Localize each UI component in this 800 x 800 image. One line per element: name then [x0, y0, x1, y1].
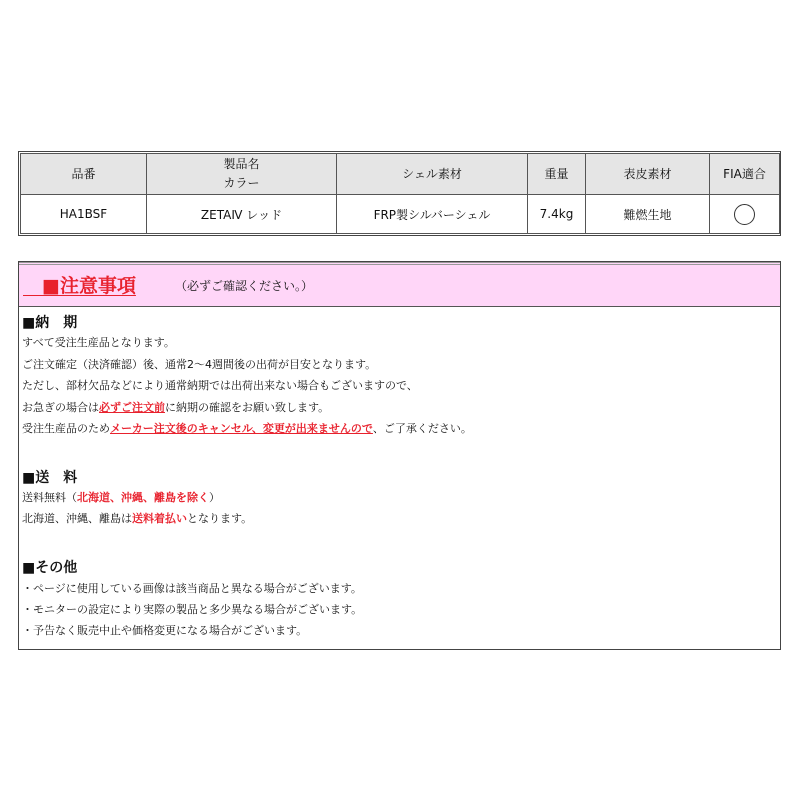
cell-fia [710, 195, 780, 234]
fia-circle-icon [734, 204, 755, 225]
other-line-3: ・予告なく販売中止や価格変更になる場合がございます。 [22, 624, 308, 637]
shipping-line-1-c: ） [209, 491, 220, 504]
spec-table-frame [18, 151, 781, 236]
shipping-line-2-c: となります。 [187, 512, 253, 525]
delivery-line-5-emphasis: メーカー注文後のキャンセル、変更が出来ませんので [110, 422, 373, 435]
cell-weight: 7.4kg [528, 195, 586, 234]
shipping-line-1 [22, 491, 220, 505]
delivery-line-3: ただし、部材欠品などにより通常納期では出荷出来ない場合もございますので、 [22, 379, 418, 392]
notes-subtitle: （必ずご確認ください。） [175, 279, 314, 293]
shipping-line-2-a: 北海道、沖縄、離島は [22, 512, 132, 525]
cell-surface: 難燃生地 [586, 195, 710, 234]
shipping-line-1-a: 送料無料（ [22, 491, 77, 504]
cell-shell: FRP製シルバーシェル [337, 195, 528, 234]
spec-table [20, 153, 780, 234]
delivery-line-2: ご注文確定（決済確認）後、通常2～4週間後の出荷が目安となります。 [22, 358, 377, 371]
shipping-line-1-emphasis: 北海道、沖縄、離島を除く [77, 491, 209, 504]
header-product-name-line2: カラー [223, 176, 260, 190]
spec-data-row [21, 195, 780, 234]
header-product-name [147, 154, 337, 195]
header-surface: 表皮素材 [586, 154, 710, 195]
delivery-line-4-a: お急ぎの場合は [22, 401, 99, 414]
notes-header [19, 262, 780, 307]
delivery-line-1: すべて受注生産品となります。 [22, 336, 175, 349]
shipping-line-2-emphasis: 送料着払い [132, 512, 187, 525]
header-part-no: 品番 [21, 154, 147, 195]
other-line-1: ・ページに使用している画像は該当商品と異なる場合がございます。 [22, 582, 362, 595]
cell-part-no: HA1BSF [21, 195, 147, 234]
header-weight: 重量 [528, 154, 586, 195]
header-shell: シェル素材 [337, 154, 528, 195]
other-line-2: ・モニターの設定により実際の製品と多少異なる場合がございます。 [22, 603, 363, 616]
shipping-title: ■送 料 [22, 470, 78, 486]
spec-header-row [21, 154, 780, 195]
cell-product-name: ZETAⅣ レッド [147, 195, 337, 234]
header-fia: FIA適合 [710, 154, 780, 195]
delivery-line-5-a: 受注生産品のため [22, 422, 110, 435]
delivery-line-4-c: に納期の確認をお願い致します。 [165, 401, 330, 414]
delivery-title: ■納 期 [22, 315, 78, 331]
delivery-line-5-c: 、ご了承ください。 [372, 422, 472, 435]
notes-box [18, 261, 781, 650]
notes-title: ■注意事項 [23, 275, 136, 297]
delivery-line-4 [22, 401, 329, 415]
delivery-line-5 [22, 422, 472, 436]
delivery-line-4-emphasis: 必ずご注文前 [99, 401, 165, 414]
shipping-line-2 [22, 512, 252, 526]
other-title: ■その他 [22, 560, 78, 576]
header-product-name-line1: 製品名 [223, 157, 260, 171]
